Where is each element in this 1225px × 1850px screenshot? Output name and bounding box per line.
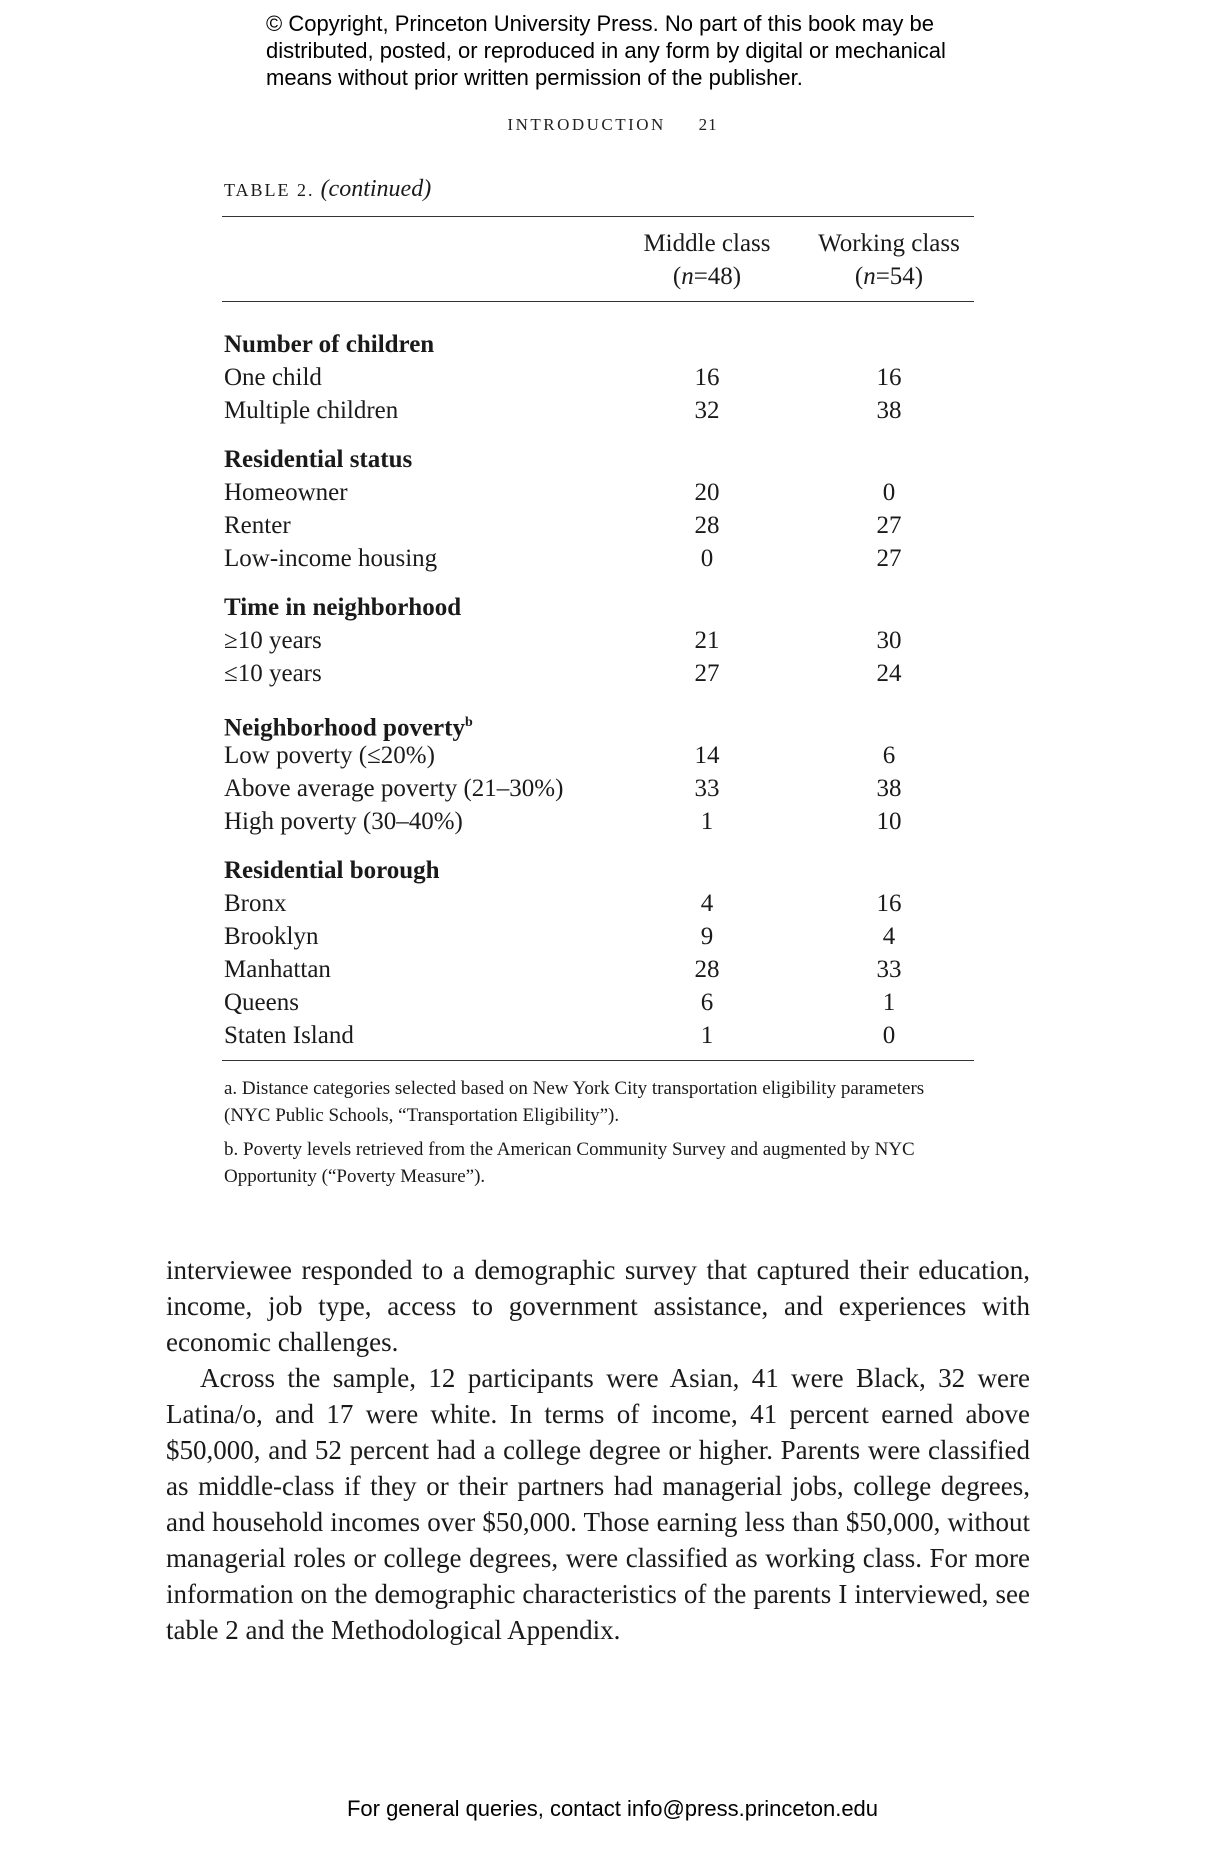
section-heading: Time in neighborhood bbox=[224, 594, 462, 621]
column-header-working-class bbox=[804, 227, 974, 293]
section-heading: Residential status bbox=[224, 446, 413, 473]
table-section bbox=[222, 328, 974, 427]
column-label: Middle class bbox=[643, 230, 771, 257]
table-row: Above average poverty (21–30%) 33 38 bbox=[224, 775, 902, 802]
table-row: Low poverty (≤20%) 14 6 bbox=[224, 742, 896, 769]
table-row: One child 16 16 bbox=[224, 364, 902, 391]
body-text bbox=[166, 1252, 1030, 1648]
column-n: (n=48) bbox=[672, 263, 742, 290]
table-row: Staten Island 1 0 bbox=[224, 1022, 896, 1049]
table-notes bbox=[222, 1075, 974, 1190]
table-note: a. Distance categories selected based on New York City transportation eligibility parameters (NYC Public Schools, “Transportation Eligibility”). bbox=[224, 1078, 925, 1126]
data-table bbox=[222, 172, 974, 1197]
table-label: TABLE 2. bbox=[224, 180, 315, 200]
page-number: 21 bbox=[698, 115, 718, 134]
copyright-notice bbox=[266, 10, 1026, 91]
paragraph: Across the sample, 12 participants were Asian, 41 were Black, 32 were Latina/o, and 17 were white. In terms of income, 41 percent earned above $50,000, and 52 percent had a college degree or higher. Parents were classified as middle-class if they or their partners had managerial jobs, college degrees, and household incomes over $50,000. Those earning less than $50,000, without managerial roles or college degrees, were classified as working class. For more information on the demographic characteristics of the parents I interviewed, see table 2 and the Methodological Appendix. bbox=[166, 1363, 1030, 1645]
section-heading: Residential borough bbox=[224, 857, 440, 884]
copyright-line: distributed, posted, or reproduced in any form by digital or mechanical bbox=[266, 38, 946, 63]
table-row: Manhattan 28 33 bbox=[224, 956, 902, 983]
table-title bbox=[224, 172, 974, 206]
section-heading: Number of children bbox=[224, 331, 435, 358]
column-n: (n=54) bbox=[854, 263, 924, 290]
table-bottom-rule bbox=[222, 1060, 974, 1061]
table-row: Multiple children 32 38 bbox=[224, 397, 902, 424]
table-section bbox=[222, 854, 974, 1052]
copyright-line: means without prior written permission of the publisher. bbox=[266, 65, 803, 90]
footnote-marker: b bbox=[464, 715, 473, 730]
table-continued: (continued) bbox=[320, 176, 432, 202]
table-row: ≤10 years 27 24 bbox=[224, 660, 902, 687]
column-label: Working class bbox=[818, 230, 960, 257]
table-row: ≥10 years 21 30 bbox=[224, 627, 902, 654]
table-section bbox=[222, 443, 974, 575]
table-row: High poverty (30–40%) 1 10 bbox=[224, 808, 902, 835]
column-header-middle-class bbox=[622, 227, 792, 293]
footer-contact: For general queries, contact info@press.princeton.edu bbox=[346, 1796, 879, 1821]
table-row: Homeowner 20 0 bbox=[224, 479, 896, 506]
section-heading: Neighborhood poverty$^b$ bbox=[224, 714, 473, 742]
table-section bbox=[222, 591, 974, 690]
table-row: Queens 6 1 bbox=[224, 989, 896, 1016]
table-section bbox=[222, 706, 974, 838]
table-row: Renter 28 27 bbox=[224, 512, 902, 539]
table-body bbox=[222, 302, 974, 1060]
paragraph: interviewee responded to a demographic survey that captured their education, income, job type, access to government assistance, and experiences with economic challenges. bbox=[166, 1255, 1030, 1357]
table-row: Brooklyn 9 4 bbox=[224, 923, 896, 950]
table-note: b. Poverty levels retrieved from the American Community Survey and augmented by NYC Opportunity (“Poverty Measure”). bbox=[224, 1139, 915, 1187]
table-header-row bbox=[222, 217, 974, 301]
running-head-title: INTRODUCTION bbox=[507, 115, 666, 134]
table-row: Low-income housing 0 27 bbox=[224, 545, 902, 572]
running-head bbox=[0, 115, 1225, 135]
copyright-line: © Copyright, Princeton University Press. No part of this book may be bbox=[266, 11, 934, 36]
table-row: Bronx 4 16 bbox=[224, 890, 902, 917]
